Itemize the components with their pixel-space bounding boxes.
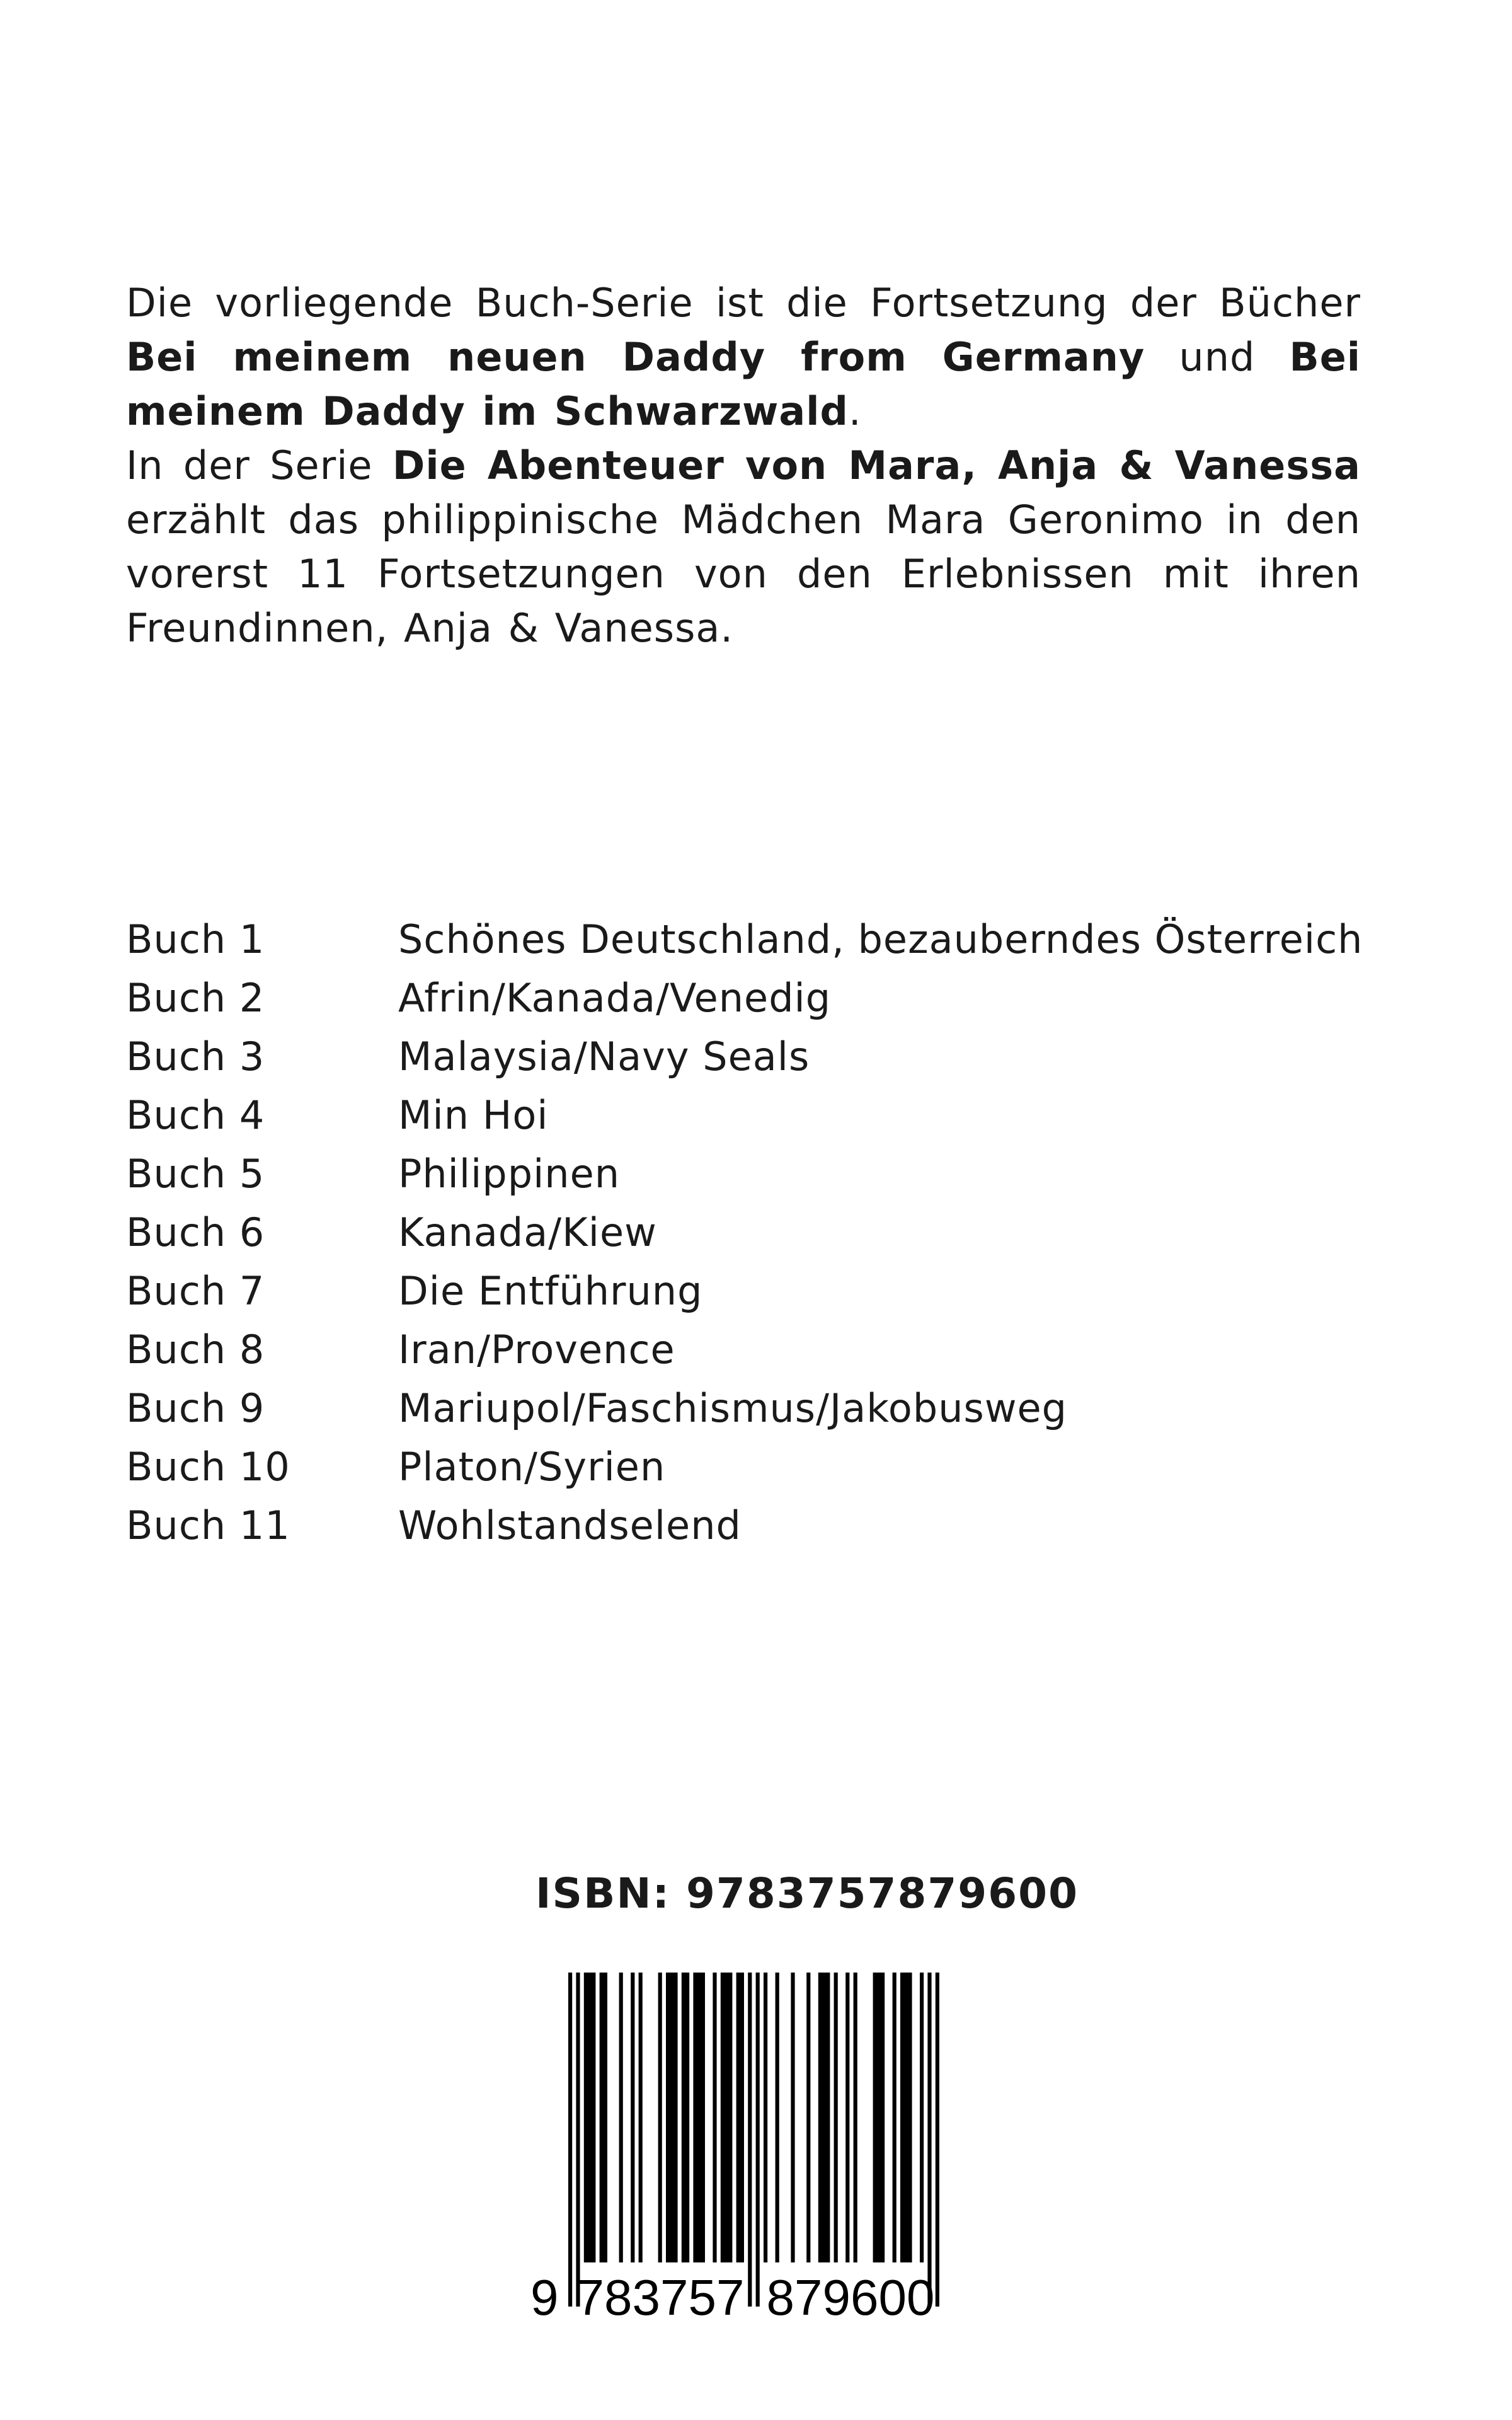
barcode-bar (631, 1973, 634, 2262)
barcode-bar (776, 1973, 779, 2262)
book-number: Buch 8 (126, 1327, 265, 1373)
book-title: Afrin/Kanada/Venedig (398, 975, 832, 1021)
barcode-bar (658, 1973, 662, 2262)
barcode-bar (721, 1973, 733, 2262)
book-number: Buch 10 (126, 1444, 290, 1490)
book-row (126, 1379, 1386, 1438)
barcode-bar (713, 1973, 716, 2262)
intro-text-segment: erzählt das philippinische Mädchen Mara Geronimo in den vorerst 11 Fortsetzungen von den Erlebnissen mit ihren Freundinnen, Anja & Vanessa. (126, 497, 1361, 651)
book-number: Buch 2 (126, 975, 265, 1021)
barcode-bar (893, 1973, 896, 2262)
book-title: Philippinen (398, 1151, 621, 1197)
book-title: Min Hoi (398, 1092, 549, 1138)
book-row (126, 1496, 1386, 1555)
book-number: Buch 9 (126, 1385, 265, 1431)
book-number: Buch 5 (126, 1151, 265, 1197)
barcode-bar (756, 1973, 760, 2307)
barcode-bar (600, 1973, 607, 2262)
barcode-bar (873, 1973, 885, 2262)
barcode-bar (693, 1973, 705, 2262)
book-title: Malaysia/Navy Seals (398, 1034, 810, 1080)
book-title: Kanada/Kiew (398, 1209, 657, 1255)
barcode-bar (818, 1973, 830, 2262)
barcode-bar (900, 1973, 912, 2262)
book-title: Die Entführung (398, 1268, 703, 1314)
barcode-bar (584, 1973, 596, 2262)
book-title-bold: Bei meinem Daddy im Schwarzwald (126, 334, 1361, 434)
book-title: Wohlstandselend (398, 1502, 742, 1548)
book-row (126, 1438, 1386, 1496)
book-row (126, 1086, 1386, 1144)
intro-text-segment: Die vorliegende Buch-Serie ist die Fortsetzung der Bücher (126, 280, 1361, 326)
book-number: Buch 1 (126, 916, 265, 962)
book-row (126, 1144, 1386, 1203)
intro-text-segment: und (1145, 334, 1290, 380)
barcode-bar (682, 1973, 689, 2262)
barcode-bar (666, 1973, 678, 2262)
book-row (126, 969, 1386, 1027)
barcode-bar (748, 1973, 752, 2307)
barcode-graphic (524, 1969, 1016, 2322)
book-title: Iran/Provence (398, 1327, 675, 1373)
barcode-bar (920, 1973, 924, 2262)
barcode-bar (576, 1973, 580, 2307)
barcode-bar (927, 1973, 931, 2307)
barcode-bar (764, 1973, 767, 2262)
book-row (126, 1027, 1386, 1086)
series-title-bold: Die Abenteuer von Mara, Anja & Vanessa (392, 442, 1361, 488)
intro-text-segment: In der Serie (126, 442, 392, 488)
book-title: Platon/Syrien (398, 1444, 666, 1490)
barcode-bars (568, 1973, 939, 2307)
book-row (126, 1262, 1386, 1320)
barcode-bar (619, 1973, 623, 2262)
barcode-bar (791, 1973, 794, 2262)
barcode-bar (845, 1973, 849, 2262)
barcode-bar (639, 1973, 643, 2262)
book-number: Buch 6 (126, 1209, 265, 1255)
isbn-label: ISBN: 9783757879600 (536, 1869, 1079, 1918)
barcode-digits-left: 783757 (576, 2269, 745, 2322)
barcode-bar (834, 1973, 838, 2262)
barcode-bar (568, 1973, 572, 2307)
barcode-digits-right: 879600 (766, 2269, 935, 2322)
barcode-digit-first: 9 (530, 2269, 559, 2322)
barcode-bar (854, 1973, 857, 2262)
intro-text-segment: . (848, 388, 862, 434)
book-title: Mariupol/Faschismus/Jakobusweg (398, 1385, 1068, 1431)
book-row (126, 1203, 1386, 1262)
intro-text (126, 276, 1361, 655)
barcode-bar (936, 1973, 939, 2307)
intro-paragraph-2 (126, 439, 1361, 655)
book-number: Buch 11 (126, 1502, 290, 1548)
book-row (126, 1320, 1386, 1379)
book-number: Buch 4 (126, 1092, 265, 1138)
intro-paragraph-1 (126, 276, 1361, 439)
book-title-bold: Bei meinem neuen Daddy from Germany (126, 334, 1145, 380)
book-row (126, 910, 1386, 969)
isbn-barcode (524, 1969, 1016, 2322)
barcode-bar (806, 1973, 810, 2262)
book-title: Schönes Deutschland, bezauberndes Österreich (398, 916, 1363, 962)
barcode-bar (736, 1973, 744, 2262)
book-number: Buch 3 (126, 1034, 265, 1080)
book-number: Buch 7 (126, 1268, 265, 1314)
book-list (126, 910, 1386, 1555)
